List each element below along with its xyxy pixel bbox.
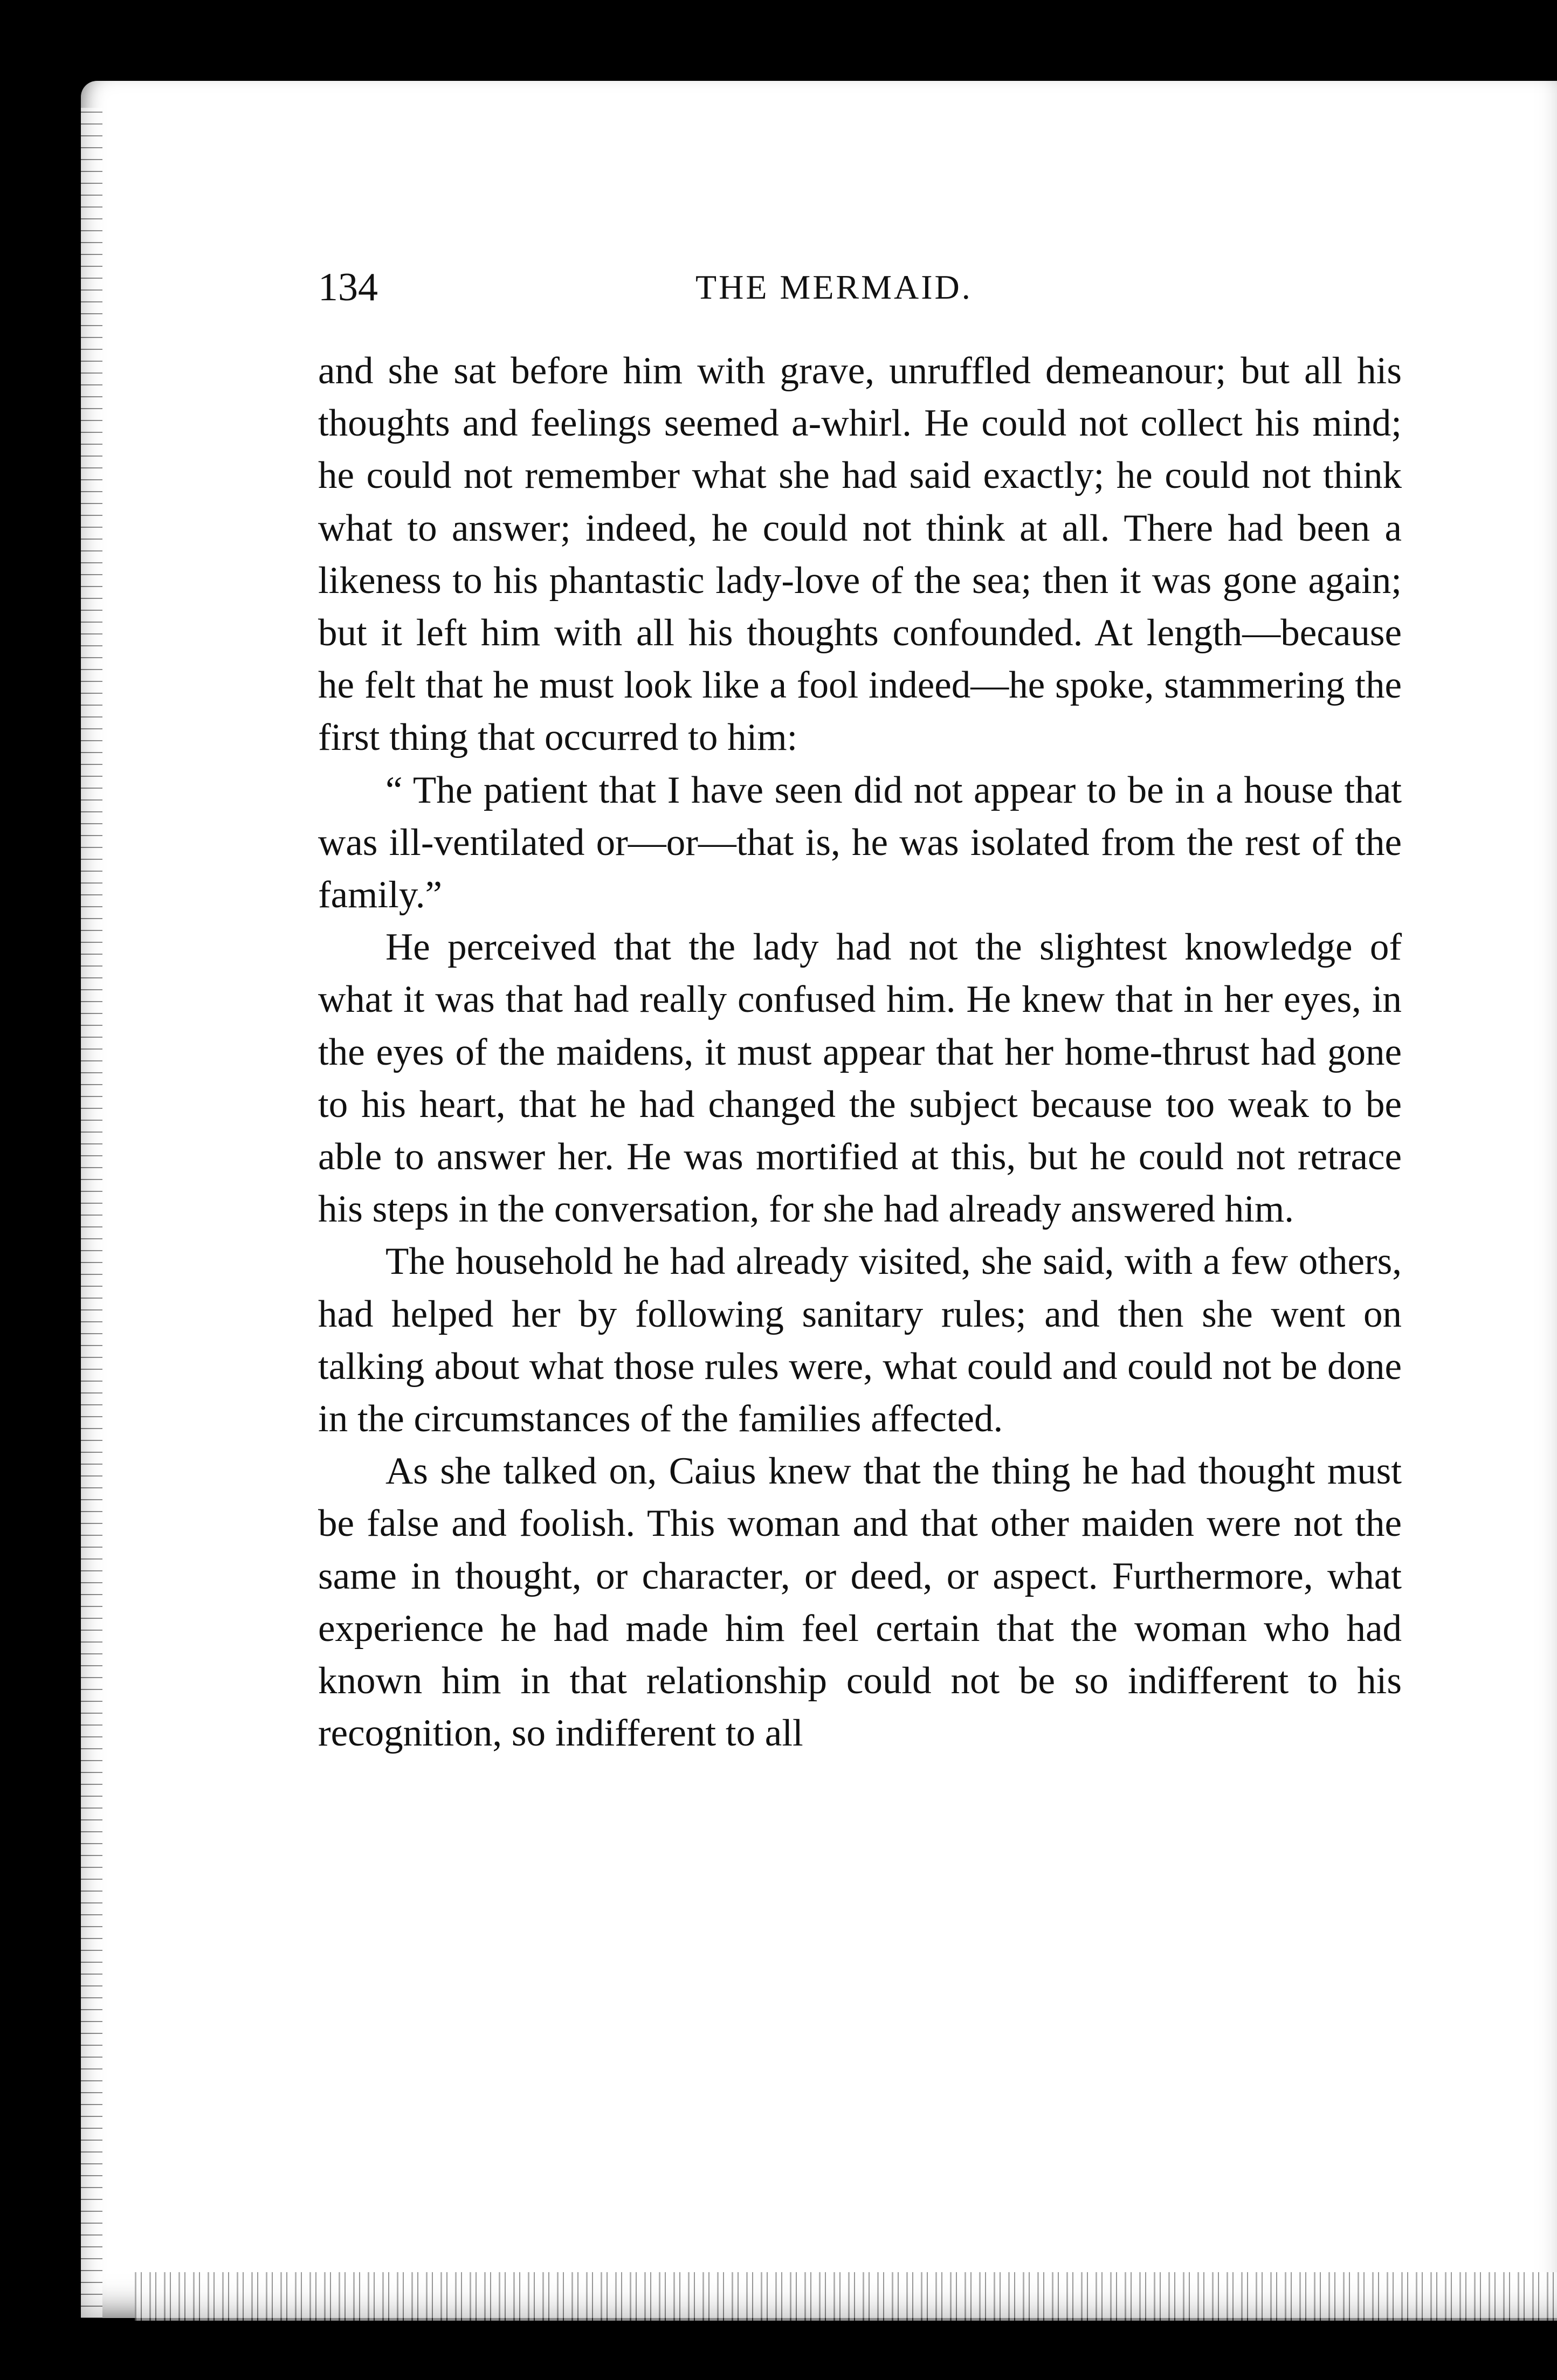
bottom-edge-scan-noise <box>135 2272 1557 2321</box>
paragraph-dialogue: “ The patient that I have seen did not appear to be in a house that was ill-ventilated or—or—that is, he was isolated from the rest of the family.” <box>318 769 1402 916</box>
paragraph: The household he had already visited, she said, with a few others, had helped her by following sanitary rules; and then she went on talking about what those rules were, what could and could not be done in the circumstances of the families affected. <box>318 1240 1402 1440</box>
paragraph: He perceived that the lady had not the slightest knowledge of what it was that had really confused him. He knew that in her eyes, in the eyes of the maidens, it must appear that her home-thrust had gone to his heart, that he had changed the subject because too weak to be able to answer her. He was mortified at this, but he could not retrace his steps in the conversation, for she had already answered him. <box>318 926 1402 1231</box>
book-title: THE MERMAID. <box>695 268 973 306</box>
paragraph-continued: and she sat before him with grave, unruffled demeanour; but all his thoughts and feelings seemed a-whirl. He could not collect his mind; he could not remember what she had said exactly; he could not think what to answer; indeed, he could not think at all. There had been a likeness to his phantastic lady-love of the sea; then it was gone again; but it left him with all his thoughts confounded. At length—because he felt that he must look like a fool indeed—he spoke, stammering the first thing that occurred to him: <box>318 350 1402 759</box>
body-text <box>318 345 1402 1760</box>
page-number: 134 <box>318 265 378 309</box>
running-head <box>318 258 1407 317</box>
left-edge-scan-noise <box>81 108 102 2318</box>
paragraph: As she talked on, Caius knew that the thing he had thought must be false and foolish. This woman and that other maiden were not the same in thought, or character, or deed, or aspect. Furthermore, what experience he had made him feel certain that the woman who had known him in that relationship could not be so indifferent to his recognition, so indifferent to all <box>318 1450 1402 1755</box>
